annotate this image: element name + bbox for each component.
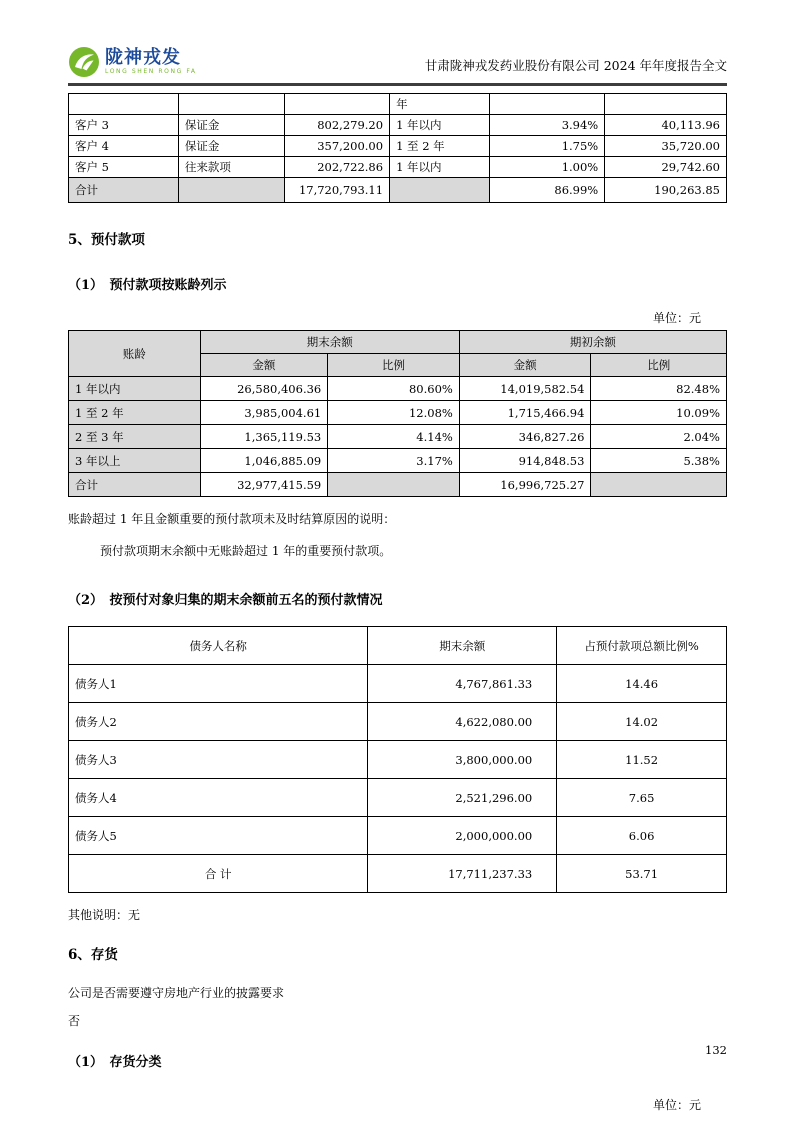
cell: 合计 bbox=[69, 473, 201, 497]
cell: 4,767,861.33 bbox=[368, 665, 557, 703]
section-6-heading: 6、存货 bbox=[68, 947, 118, 963]
cell: 占预付款项总额比例% bbox=[557, 627, 727, 665]
table-row bbox=[69, 741, 727, 779]
debtors-table bbox=[68, 626, 727, 893]
cell: 保证金 bbox=[178, 115, 285, 136]
cell: 2 至 3 年 bbox=[69, 425, 201, 449]
table-row bbox=[69, 157, 727, 178]
cell: 32,977,415.59 bbox=[200, 473, 328, 497]
cell: 12.08% bbox=[328, 401, 460, 425]
table-row bbox=[69, 425, 727, 449]
cell: 346,827.26 bbox=[459, 425, 591, 449]
other-note: 其他说明：无 bbox=[68, 908, 141, 922]
logo-name-en: LONG SHEN RONG FA bbox=[105, 68, 197, 75]
unit-label-2: 单位：元 bbox=[652, 1098, 701, 1112]
cell: 年 bbox=[390, 94, 490, 115]
cell: 金额 bbox=[459, 354, 591, 377]
cell: 保证金 bbox=[178, 136, 285, 157]
cell bbox=[390, 178, 490, 203]
cell: 债务人1 bbox=[69, 665, 368, 703]
table-row bbox=[69, 115, 727, 136]
cell: 2.04% bbox=[591, 425, 727, 449]
cell bbox=[178, 94, 285, 115]
cell: 客户 4 bbox=[69, 136, 179, 157]
company-logo bbox=[68, 46, 197, 78]
cell: 合计 bbox=[69, 178, 179, 203]
cell: 1,365,119.53 bbox=[200, 425, 328, 449]
cell: 1 至 2 年 bbox=[69, 401, 201, 425]
cell: 6.06 bbox=[557, 817, 727, 855]
cell: 2,000,000.00 bbox=[368, 817, 557, 855]
table-row bbox=[69, 817, 727, 855]
cell: 比例 bbox=[591, 354, 727, 377]
cell bbox=[605, 94, 727, 115]
logo-text bbox=[105, 49, 197, 75]
cell: 1 年以内 bbox=[390, 157, 490, 178]
cell: 债务人4 bbox=[69, 779, 368, 817]
cell: 期末余额 bbox=[368, 627, 557, 665]
cell: 357,200.00 bbox=[285, 136, 390, 157]
customers-table bbox=[68, 93, 727, 203]
table-row bbox=[69, 779, 727, 817]
cell: 14,019,582.54 bbox=[459, 377, 591, 401]
unit-label: 单位：元 bbox=[652, 311, 701, 325]
page-content bbox=[0, 93, 793, 1113]
page-number: 132 bbox=[705, 1043, 727, 1057]
table-row bbox=[69, 703, 727, 741]
cell: 3,800,000.00 bbox=[368, 741, 557, 779]
cell: 17,720,793.11 bbox=[285, 178, 390, 203]
cell: 客户 3 bbox=[69, 115, 179, 136]
cell: 86.99% bbox=[490, 178, 605, 203]
logo-name-cn: 陇神戎发 bbox=[105, 47, 181, 68]
cell: 3 年以上 bbox=[69, 449, 201, 473]
cell: 3.94% bbox=[490, 115, 605, 136]
table-row bbox=[69, 665, 727, 703]
cell: 1,046,885.09 bbox=[200, 449, 328, 473]
cell: 190,263.85 bbox=[605, 178, 727, 203]
cell: 82.48% bbox=[591, 377, 727, 401]
cell: 802,279.20 bbox=[285, 115, 390, 136]
cell: 16,996,725.27 bbox=[459, 473, 591, 497]
cell: 合 计 bbox=[69, 855, 368, 893]
aging-note-question: 账龄超过 1 年且金额重要的预付款项未及时结算原因的说明： bbox=[68, 512, 396, 526]
cell: 期末余额 bbox=[200, 331, 459, 354]
cell: 2,521,296.00 bbox=[368, 779, 557, 817]
cell: 40,113.96 bbox=[605, 115, 727, 136]
cell: 1.75% bbox=[490, 136, 605, 157]
table-row bbox=[69, 449, 727, 473]
cell: 17,711,237.33 bbox=[368, 855, 557, 893]
cell bbox=[69, 94, 179, 115]
cell: 29,742.60 bbox=[605, 157, 727, 178]
section-5-heading: 5、预付款项 bbox=[68, 232, 145, 248]
cell: 债务人2 bbox=[69, 703, 368, 741]
table-header-row bbox=[69, 627, 727, 665]
cell: 往来款项 bbox=[178, 157, 285, 178]
cell: 1 年以内 bbox=[390, 115, 490, 136]
section-5-2-heading: （2） 按预付对象归集的期末余额前五名的预付款情况 bbox=[68, 593, 383, 608]
cell: 比例 bbox=[328, 354, 460, 377]
table-row bbox=[69, 401, 727, 425]
cell: 3,985,004.61 bbox=[200, 401, 328, 425]
cell: 11.52 bbox=[557, 741, 727, 779]
cell bbox=[490, 94, 605, 115]
cell: 客户 5 bbox=[69, 157, 179, 178]
cell: 14.46 bbox=[557, 665, 727, 703]
cell bbox=[591, 473, 727, 497]
table-total-row bbox=[69, 855, 727, 893]
cell: 5.38% bbox=[591, 449, 727, 473]
cell bbox=[285, 94, 390, 115]
table-row bbox=[69, 377, 727, 401]
cell: 期初余额 bbox=[459, 331, 726, 354]
cell: 账龄 bbox=[69, 331, 201, 377]
aging-note-answer: 预付款项期末余额中无账龄超过 1 年的重要预付款项。 bbox=[100, 544, 392, 558]
table-header-row bbox=[69, 331, 727, 354]
table-row bbox=[69, 136, 727, 157]
aging-table bbox=[68, 330, 727, 497]
section-5-1-heading: （1） 预付款项按账龄列示 bbox=[68, 278, 227, 293]
realestate-question: 公司是否需要遵守房地产行业的披露要求 bbox=[68, 986, 285, 1000]
cell: 35,720.00 bbox=[605, 136, 727, 157]
realestate-answer: 否 bbox=[68, 1014, 81, 1028]
section-6-1-heading: （1） 存货分类 bbox=[68, 1055, 162, 1070]
cell: 14.02 bbox=[557, 703, 727, 741]
cell bbox=[178, 178, 285, 203]
header-rule bbox=[68, 83, 727, 86]
logo-bird-icon bbox=[68, 46, 100, 78]
cell: 4.14% bbox=[328, 425, 460, 449]
cell: 1.00% bbox=[490, 157, 605, 178]
cell: 债务人3 bbox=[69, 741, 368, 779]
cell: 债务人名称 bbox=[69, 627, 368, 665]
cell: 3.17% bbox=[328, 449, 460, 473]
report-title: 甘肃陇神戎发药业股份有限公司 2024 年年度报告全文 bbox=[424, 58, 727, 73]
table-total-row bbox=[69, 473, 727, 497]
table-total-row bbox=[69, 178, 727, 203]
cell: 26,580,406.36 bbox=[200, 377, 328, 401]
cell: 债务人5 bbox=[69, 817, 368, 855]
cell: 1 至 2 年 bbox=[390, 136, 490, 157]
cell bbox=[328, 473, 460, 497]
cell: 1,715,466.94 bbox=[459, 401, 591, 425]
cell: 4,622,080.00 bbox=[368, 703, 557, 741]
cell: 202,722.86 bbox=[285, 157, 390, 178]
cell: 53.71 bbox=[557, 855, 727, 893]
page-header bbox=[0, 0, 793, 83]
cell: 10.09% bbox=[591, 401, 727, 425]
table-row bbox=[69, 94, 727, 115]
cell: 金额 bbox=[200, 354, 328, 377]
cell: 80.60% bbox=[328, 377, 460, 401]
cell: 7.65 bbox=[557, 779, 727, 817]
cell: 1 年以内 bbox=[69, 377, 201, 401]
cell: 914,848.53 bbox=[459, 449, 591, 473]
